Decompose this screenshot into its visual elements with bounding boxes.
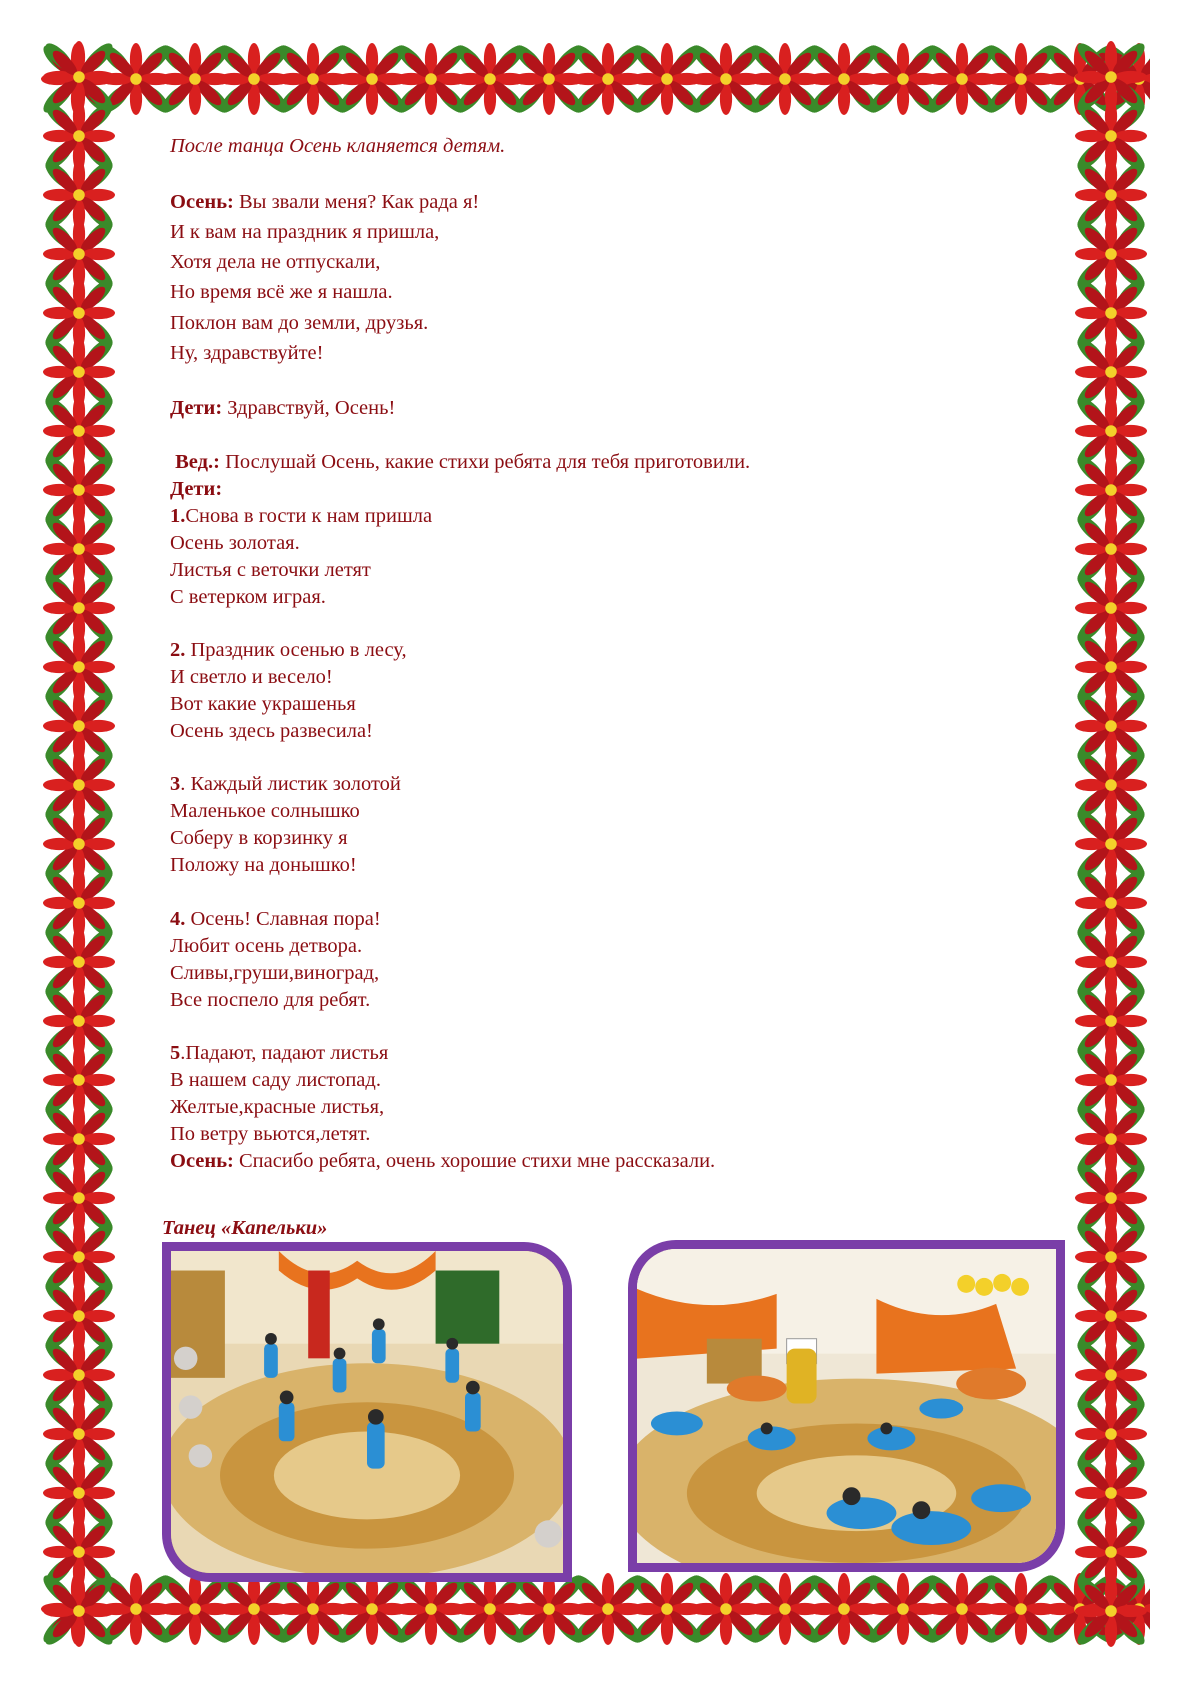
dance-title: Танец «Капельки» [162, 1217, 328, 1239]
poem-line: Листья с веточки летят [170, 559, 371, 582]
poem-line [170, 1040, 1050, 1067]
autumn-thanks-text: Спасибо ребята, очень хорошие стихи мне рассказали. [233, 1149, 716, 1172]
poem-line: Все поспело для ребят. [170, 988, 371, 1011]
dance-photo-2-image [637, 1249, 1056, 1563]
poem-line: Осень здесь развесила! [170, 720, 373, 743]
poinsettia-border-top [40, 40, 1150, 118]
greeting-line: Хотя дела не отпускали, [170, 251, 381, 274]
poinsettia-border-right [1072, 40, 1150, 1648]
poem-line: По ветру вьются,летят. [170, 1122, 371, 1145]
children-label: Дети: [170, 477, 223, 500]
poem-line [170, 771, 1050, 798]
poem-line-text: Снова в гости к нам пришла [185, 504, 433, 527]
host-line-text: Послушай Осень, какие стихи ребята для тебя приготовили. [219, 450, 751, 473]
dance-photo-2 [628, 1240, 1065, 1572]
children-reply-text: Здравствуй, Осень! [222, 396, 396, 419]
poem-line-text: Праздник осенью в лесу, [185, 639, 407, 662]
poem-line-text: Осень! Славная пора! [185, 907, 381, 930]
poem-2 [170, 637, 1050, 745]
script-text [170, 133, 1050, 1175]
poem-3 [170, 771, 1050, 879]
poem-line: Положу на донышко! [170, 854, 357, 877]
poem-number: 3 [170, 773, 181, 796]
stage-direction: После танца Осень кланяется детям. [170, 135, 506, 157]
dance-photo-1-image [171, 1251, 563, 1573]
poem-4 [170, 906, 1050, 1014]
greeting-line: Поклон вам до земли, друзья. [170, 311, 429, 334]
poem-line: Маленькое солнышко [170, 800, 360, 823]
poem-line: Соберу в корзинку я [170, 827, 348, 850]
dance-photo-1 [162, 1242, 572, 1582]
host-line [170, 449, 1050, 476]
poem-line: Сливы,груши,виноград, [170, 961, 380, 984]
greeting-line: И к вам на праздник я пришла, [170, 221, 440, 244]
speaker-children: Дети: [170, 396, 223, 419]
poem-line [170, 906, 1050, 933]
greeting-line: Но время всё же я нашла. [170, 281, 393, 304]
greeting-first-line: Вы звали меня? Как рада я! [233, 191, 480, 214]
poem-line: В нашем саду листопад. [170, 1068, 381, 1091]
speaker-autumn: Осень: [170, 191, 234, 214]
poem-line: Вот какие украшенья [170, 693, 356, 716]
poem-line: С ветерком играя. [170, 586, 326, 609]
greeting-line: Ну, здравствуйте! [170, 341, 324, 364]
speaker-autumn-thanks: Осень: [170, 1149, 234, 1172]
autumn-thanks [170, 1148, 1050, 1175]
poem-line [170, 503, 1050, 530]
poems [170, 503, 1050, 1148]
poem-line: И светло и весело! [170, 666, 333, 689]
speaker-host: Вед.: [175, 450, 220, 473]
poem-line [170, 637, 1050, 664]
poem-number: 2. [170, 639, 186, 662]
poinsettia-border-left [40, 40, 118, 1648]
poinsettia-icon [41, 1573, 116, 1648]
poem-number: 5 [170, 1041, 181, 1064]
poem-line: Желтые,красные листья, [170, 1095, 385, 1118]
poem-line: Осень золотая. [170, 531, 300, 554]
poem-number: 1. [170, 504, 186, 527]
poinsettia-icon [1073, 1573, 1148, 1648]
children-reply [170, 395, 1050, 422]
poem-5 [170, 1040, 1050, 1148]
poem-line-text: .Падают, падают листья [180, 1041, 389, 1064]
poem-1 [170, 503, 1050, 611]
poem-number: 4. [170, 907, 186, 930]
poem-line: Любит осень детвора. [170, 934, 363, 957]
poem-line-text: . Каждый листик золотой [180, 773, 401, 796]
autumn-greeting [170, 187, 1050, 368]
